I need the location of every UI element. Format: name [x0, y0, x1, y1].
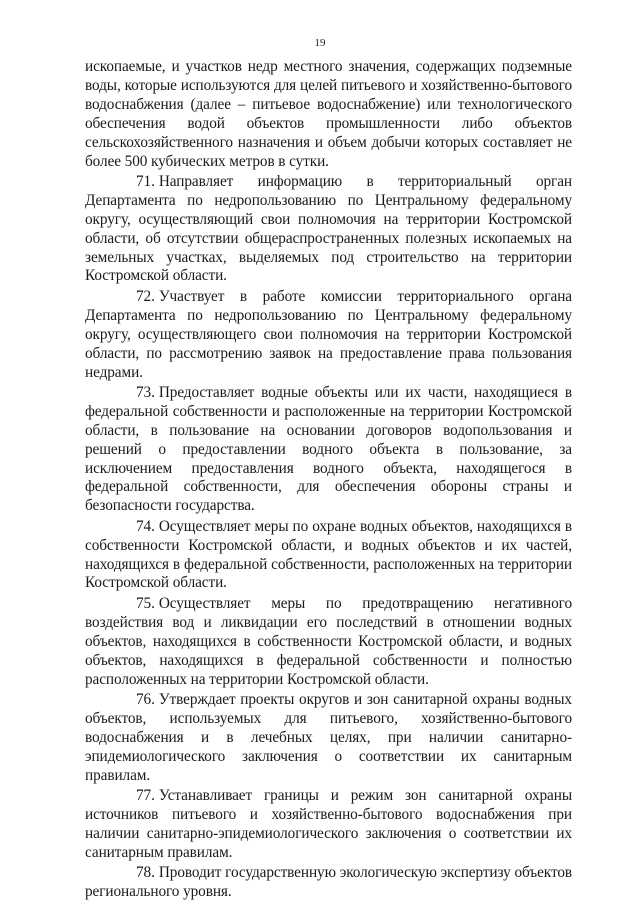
paragraph-text: Направляет информацию в территориальный орган Департамента по недропользованию по Центральному федеральному округу, осуществляющий свои полномочия на территории Костромской области, об отсутствии общераспространенных полезных ископаемых на земельных участках, выделяемых под строительство на территории Костромской области.	[85, 172, 572, 285]
paragraph-text: Проводит государственную экологическую экспертизу объектов регионального уровня.	[85, 864, 572, 900]
paragraph-text: Предоставляет водные объекты или их части, находящиеся в федеральной собственности и расположенные на территории Костромской области, в пользование на основании договоров водопользования и решений о предоставлении водного объекта в пользование, за исключением предоставления водного объекта, находящегося в федеральной собственности, для обеспечения обороны страны и безопасности государства.	[85, 383, 572, 515]
paragraph-74	[85, 518, 572, 594]
paragraph-number: 71.	[136, 172, 155, 190]
paragraph-number: 73.	[136, 383, 155, 401]
document-body	[85, 58, 572, 902]
paragraph-text: ископаемые, и участков недр местного значения, содержащих подземные воды, которые используются для целей питьевого и хозяйственно-бытового водоснабжения (далее – питьевое водоснабжение) или технологического обеспечения водой объектов промышленности либо объектов сельскохозяйственного назначения и объем добычи которых составляет не более 500 кубических метров в сутки.	[85, 58, 572, 170]
paragraph-number: 78.	[136, 864, 155, 882]
paragraph-72	[85, 288, 572, 383]
paragraph-text: Осуществляет меры по предотвращению негативного воздействия вод и ликвидации его последствий в отношении водных объектов, находящихся в собственности Костромской области, и водных объектов, находящихся в федеральной собственности и полностью расположенных на территории Костромской области.	[85, 594, 572, 688]
paragraph-text: Утверждает проекты округов и зон санитарной охраны водных объектов, используемых для питьевого, хозяйственно-бытового водоснабжения и в лечебных целях, при наличии санитарно-эпидемиологического заключения о соответствии их санитарным правилам.	[85, 690, 572, 784]
paragraph-text: Устанавливает границы и режим зон санитарной охраны источников питьевого и хозяйственно-бытового водоснабжения при наличии санитарно-эпидемиологического заключения о соответствии их санитарным правилам.	[85, 786, 572, 861]
paragraph-76	[85, 691, 572, 786]
paragraph-78	[85, 864, 572, 902]
paragraph-number: 75.	[136, 594, 155, 612]
paragraph-71	[85, 173, 572, 286]
page-number: 19	[314, 37, 326, 49]
paragraph-text: Осуществляет меры по охране водных объектов, находящихся в собственности Костромской области, и водных объектов и их частей, находящихся в федеральной собственности, расположенных на территории Костромской области.	[85, 517, 572, 592]
paragraph-number: 77.	[136, 786, 155, 804]
paragraph-number: 76.	[136, 690, 155, 708]
paragraph-73	[85, 384, 572, 516]
paragraph-continuation	[85, 58, 572, 171]
paragraph-text: Участвует в работе комиссии территориального органа Департамента по недропользованию по Центральному федеральному округу, осуществляющего свои полномочия на территории Костромской области, по рассмотрению заявок на предоставление права пользования недрами.	[85, 287, 572, 381]
paragraph-number: 74.	[136, 517, 155, 535]
paragraph-number: 72.	[136, 287, 155, 305]
paragraph-75	[85, 595, 572, 690]
paragraph-77	[85, 787, 572, 863]
